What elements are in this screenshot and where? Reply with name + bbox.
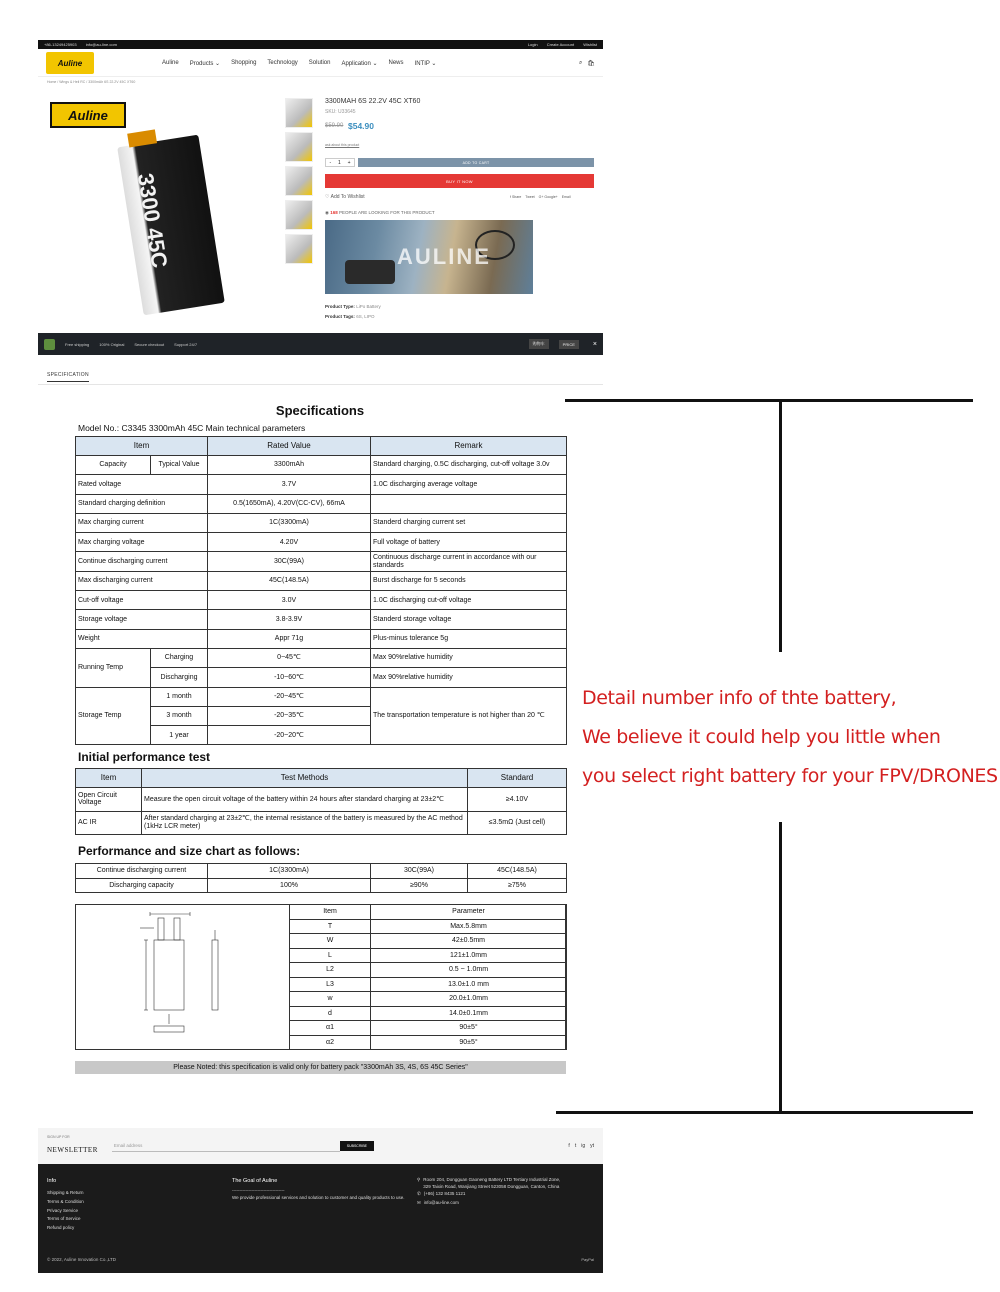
cell: The transportation temperature is not higher than 20 ℃: [371, 687, 567, 745]
footer-address-text: Room 204, Dongguan Gaoneng Battery LTD Tertiary Industrial Zone, 329 Taixin Road, Wanjiang Street 523058 Dongguan, Canton, China: [423, 1177, 561, 1190]
cell: Parameter: [371, 905, 567, 920]
wishlist-link[interactable]: Wishlist: [583, 42, 597, 47]
thumbnail[interactable]: [285, 132, 313, 162]
cell: Standerd charging current set: [371, 513, 567, 532]
table-row: [290, 1006, 567, 1021]
old-price: $59.90: [325, 123, 344, 129]
performance-table: [75, 863, 567, 893]
table-row: [76, 591, 567, 610]
nav-technology[interactable]: Technology: [267, 59, 298, 66]
table-row: [76, 687, 567, 706]
share-facebook[interactable]: f Share: [510, 195, 522, 199]
spec-title: Specifications: [275, 403, 365, 418]
dimension-table: [289, 904, 567, 1050]
cell: 30C(99A): [208, 552, 371, 571]
cell: 3.8-3.9V: [208, 610, 371, 629]
tab-specification[interactable]: SPECIFICATION: [47, 372, 89, 382]
product-sku: SKU: U33645: [325, 109, 356, 115]
rc-car-shape: [345, 260, 395, 284]
instagram-icon[interactable]: ig: [581, 1143, 586, 1149]
product-type: [325, 304, 381, 309]
cell: 0~45℃: [208, 648, 371, 667]
table-row: [76, 648, 567, 667]
bracket-upper-line: [779, 400, 782, 652]
cell: Appr 71g: [208, 629, 371, 648]
cell: 1.0C discharging cut-off voltage: [371, 591, 567, 610]
social-links: [568, 1143, 594, 1149]
login-link[interactable]: Login: [527, 42, 538, 47]
cell: α2: [290, 1035, 371, 1050]
table-row: [76, 475, 567, 494]
visitor-text: PEOPLE ARE LOOKING FOR THIS PRODUCT: [338, 210, 435, 215]
account-links: [520, 42, 597, 47]
header-item: Item: [76, 769, 142, 788]
cell: Standard charging, 0.5C discharging, cut-off voltage 3.0v: [371, 456, 567, 475]
cell: 1 year: [151, 726, 208, 745]
table-row: [290, 948, 567, 963]
type-label: Product Type:: [325, 304, 355, 309]
bar-item-support: Support 24/7: [174, 341, 198, 347]
share-links: [510, 195, 570, 199]
cell: Running Temp: [76, 648, 151, 687]
cell: Continue discharging current: [76, 864, 208, 879]
cell: Max charging voltage: [76, 533, 208, 552]
cell: ≥75%: [468, 878, 567, 893]
share-google[interactable]: G+ Google+: [538, 195, 558, 199]
cell: After standard charging at 23±2℃, the internal resistance of the battery is measured by the AC method (1kHz LCR meter): [142, 811, 468, 835]
cell: L: [290, 948, 371, 963]
phone-icon: ✆: [417, 1191, 421, 1197]
type-value[interactable]: LiPo Battery: [356, 304, 381, 309]
facebook-icon[interactable]: f: [568, 1143, 570, 1149]
wishlist-label: Add To Wishlist: [330, 194, 365, 200]
table-row: [76, 571, 567, 590]
cell: Continuous discharge current in accordance with our standards: [371, 552, 567, 571]
cell: 45C(148.5A): [208, 571, 371, 590]
cell: W: [290, 934, 371, 949]
nav-products[interactable]: Products ⌄: [189, 60, 221, 67]
footer-goal-text: We provide professional services and solution to customer and quality products to use.: [232, 1194, 405, 1200]
share-twitter[interactable]: Tweet: [525, 195, 535, 199]
thumbnail-list: [285, 98, 315, 268]
bar-item-shipping: Free shipping: [65, 341, 90, 347]
shopify-icon[interactable]: [44, 339, 55, 350]
cell: Storage voltage: [76, 610, 208, 629]
header-item: Item: [76, 437, 208, 456]
cell: 90±5°: [371, 1035, 567, 1050]
cell: -20~35℃: [208, 706, 371, 725]
nav-auline[interactable]: Auline: [162, 59, 179, 66]
cell: 1C(3300mA): [208, 864, 371, 879]
quantity-stepper: [325, 158, 355, 167]
annotation-line-2: We believe it could help you little when: [582, 726, 941, 748]
table-row: [290, 934, 567, 949]
table-row: [290, 919, 567, 934]
footer-goal-title: The Goal of Auline: [232, 1178, 278, 1184]
cell: d: [290, 1006, 371, 1021]
table-row: [76, 610, 567, 629]
top-bar: [38, 40, 603, 49]
newsletter-kicker: SIGN UP FOR: [47, 1135, 70, 1139]
ask-about-product-link[interactable]: ask about this product: [325, 143, 360, 147]
nav-application[interactable]: Application ⌄: [341, 60, 378, 67]
footer-link-terms-service[interactable]: Terms of Service: [47, 1216, 81, 1222]
cell: -10~60℃: [208, 668, 371, 687]
sale-price: $54.90: [348, 121, 374, 131]
cell: Open Circuit Voltage: [76, 788, 142, 812]
cell: 1C(3300mA): [208, 513, 371, 532]
cell: Max 90%relative humidity: [371, 668, 567, 687]
footer-email: [417, 1199, 567, 1208]
performance-title: Performance and size chart as follows:: [78, 844, 301, 858]
qty-plus-button[interactable]: +: [347, 159, 351, 166]
cell: 30C(99A): [371, 864, 468, 879]
breadcrumb: Home / Wings & Heli RC / 3300mAh 6S 22.2V 45C XT60: [47, 80, 136, 84]
tab-divider: [38, 384, 603, 385]
annotation-line-1: Detail number info of thte battery,: [582, 687, 897, 709]
cell: Measure the open circuit voltage of the battery within 24 hours after standard charging at 23±2℃: [142, 788, 468, 812]
table-row: [76, 552, 567, 571]
footer-goal-separator: -----------------------------------: [232, 1188, 285, 1194]
cell: Standard charging definition: [76, 494, 208, 513]
newsletter-bar: [38, 1128, 603, 1164]
cell: L2: [290, 963, 371, 978]
cell: 3300mAh: [208, 456, 371, 475]
xt60-connector: [127, 129, 157, 147]
cell: Max.5.8mm: [371, 919, 567, 934]
cell: Burst discharge for 5 seconds: [371, 571, 567, 590]
cell: 121±1.0mm: [371, 948, 567, 963]
cell: 1 month: [151, 687, 208, 706]
cell: Max 90%relative humidity: [371, 648, 567, 667]
footer-link-refund[interactable]: Refund policy: [47, 1224, 75, 1230]
create-account-link[interactable]: Create Account: [546, 42, 575, 47]
annotation-line-3: you select right battery for your FPV/DRONES: [582, 765, 998, 787]
site-footer: [38, 1164, 603, 1273]
table-row: [290, 1021, 567, 1036]
cell: ≥90%: [371, 878, 468, 893]
email-text[interactable]: info@au-line.com: [85, 42, 117, 47]
table-row: [76, 878, 567, 893]
cell: Continue discharging current: [76, 552, 208, 571]
table-row: [76, 629, 567, 648]
cell: 45C(148.5A): [468, 864, 567, 879]
initial-test-table: [75, 768, 567, 835]
bar-price-button[interactable]: PRICE: [559, 340, 579, 349]
footer-link-terms-condition[interactable]: Terms & Condition: [47, 1198, 84, 1204]
qty-minus-button[interactable]: -: [329, 159, 332, 166]
bar-item-secure: Secure checkout: [134, 341, 165, 347]
thumbnail[interactable]: [285, 98, 313, 128]
cell: Weight: [76, 629, 208, 648]
cell: AC IR: [76, 811, 142, 835]
footer-link-privacy[interactable]: Privacy Service: [47, 1207, 79, 1213]
collage-watermark: AULINE: [397, 244, 491, 269]
table-row: [76, 513, 567, 532]
header-remark: Remark: [371, 437, 567, 456]
newsletter-title: NEWSLETTER: [47, 1146, 98, 1154]
cell: Capacity: [76, 456, 151, 475]
footer-goal-column: [232, 1176, 407, 1201]
cell: 100%: [208, 878, 371, 893]
battery-dimension-drawing: [140, 910, 240, 1042]
visitor-number: 168: [330, 210, 338, 215]
table-row: [290, 1035, 567, 1050]
cell: 4.20V: [208, 533, 371, 552]
cart-icon[interactable]: 🛍: [587, 60, 595, 67]
nav-intip[interactable]: INTIP ⌄: [414, 60, 437, 67]
initial-test-title: Initial performance test: [78, 750, 211, 764]
cell: 13.0±1.0 mm: [371, 977, 567, 992]
cell: Charging: [151, 648, 208, 667]
header-icons: [579, 60, 595, 67]
model-line: Model No.: C3345 3300mAh 45C Main technical parameters: [78, 423, 306, 433]
close-icon[interactable]: ×: [592, 340, 597, 348]
site-header: [38, 50, 603, 77]
cell: 42±0.5mm: [371, 934, 567, 949]
cell: 20.0±1.0mm: [371, 992, 567, 1007]
twitter-icon[interactable]: t: [574, 1143, 577, 1149]
cell: ≤3.5mΩ (Just cell): [468, 811, 567, 835]
cell: 1.0C discharging average voltage: [371, 475, 567, 494]
add-to-cart-button[interactable]: ADD TO CART: [358, 158, 594, 167]
share-email[interactable]: Email: [561, 195, 571, 199]
cell: [371, 494, 567, 513]
eye-icon: ◉: [325, 210, 331, 215]
payment-icon: PayPal: [581, 1257, 594, 1262]
newsletter-email-input[interactable]: Email address: [112, 1141, 340, 1152]
header-methods: Test Methods: [142, 769, 468, 788]
table-row: [290, 963, 567, 978]
cell: 0.5(1650mA), 4.20V(CC-CV), 66mA: [208, 494, 371, 513]
cell: -20~45℃: [208, 687, 371, 706]
cell: Item: [290, 905, 371, 920]
table-row: [76, 864, 567, 879]
contact-info: [44, 42, 125, 47]
bar-item-original: 100% Original: [99, 341, 125, 347]
cell: Cut-off voltage: [76, 591, 208, 610]
table-row: [290, 977, 567, 992]
sticky-bottom-bar: [38, 333, 603, 355]
cell: Max discharging current: [76, 571, 208, 590]
newsletter-heading: [47, 1135, 98, 1157]
footer-phone-text[interactable]: (+86) 132 8435 1121: [423, 1191, 466, 1197]
copyright: © 2022, Auline Innovation Co.,LTD: [47, 1257, 117, 1262]
table-row: [76, 494, 567, 513]
cell: 0.5 ~ 1.0mm: [371, 963, 567, 978]
table-row: [290, 992, 567, 1007]
table-row: [76, 811, 567, 835]
site-logo[interactable]: Auline: [46, 52, 94, 74]
location-icon: ⚲: [417, 1177, 421, 1182]
cell: α1: [290, 1021, 371, 1036]
cell: 90±5°: [371, 1021, 567, 1036]
cell: Standerd storage voltage: [371, 610, 567, 629]
battery-label: 3300 45C: [132, 171, 173, 270]
cell: ≥4.10V: [468, 788, 567, 812]
cell: 14.0±0.1mm: [371, 1006, 567, 1021]
tags-value[interactable]: 6S, LIPO: [356, 314, 375, 319]
brand-logo: Auline: [50, 102, 126, 128]
product-tags: [325, 314, 374, 319]
cell: T: [290, 919, 371, 934]
main-nav: [162, 60, 436, 67]
bracket-lower-line: [779, 822, 782, 1114]
subscribe-button[interactable]: SUBSCRIBE: [340, 1141, 374, 1151]
footer-phone: [417, 1190, 567, 1199]
cell: 3 month: [151, 706, 208, 725]
cell: L3: [290, 977, 371, 992]
cell: w: [290, 992, 371, 1007]
footer-contact-column: [417, 1176, 567, 1207]
footer-info-title: Info: [47, 1178, 57, 1184]
cell: Storage Temp: [76, 687, 151, 745]
cell: Discharging: [151, 668, 208, 687]
cell: 3.0V: [208, 591, 371, 610]
product-title: 3300MAH 6S 22.2V 45C XT60: [325, 98, 421, 105]
nav-shopping[interactable]: Shopping: [231, 59, 257, 66]
footer-info-column: [47, 1176, 84, 1232]
footer-email-text[interactable]: info@au-line.com: [423, 1199, 459, 1205]
nav-news[interactable]: News: [388, 59, 404, 66]
heart-icon: ♡: [325, 194, 331, 200]
cell: Typical Value: [151, 456, 208, 475]
thumbnail[interactable]: [285, 234, 313, 264]
search-icon[interactable]: ⌕: [579, 59, 583, 66]
nav-solution[interactable]: Solution: [308, 59, 331, 66]
cell: Rated voltage: [76, 475, 208, 494]
bar-cart-button[interactable]: 购物车: [529, 339, 549, 349]
mail-icon: ✉: [417, 1199, 421, 1205]
main-parameters-table: [75, 436, 567, 745]
qty-value[interactable]: 1: [337, 159, 341, 166]
cell: Max charging current: [76, 513, 208, 532]
youtube-icon[interactable]: yt: [590, 1143, 594, 1149]
table-row: [76, 788, 567, 812]
visitor-count: [325, 210, 435, 216]
cell: Discharging capacity: [76, 878, 208, 893]
table-row: [76, 533, 567, 552]
cell: 3.7V: [208, 475, 371, 494]
phone-text[interactable]: +86-13249425903: [44, 42, 77, 47]
header-rated: Rated Value: [208, 437, 371, 456]
table-row: [76, 456, 567, 475]
bracket-top-line: [565, 399, 973, 402]
wishlist-button[interactable]: [325, 194, 365, 200]
spec-note: Please Noted: this specification is valid only for battery pack "3300mAh 3S, 4S, 6S 45C Series": [75, 1061, 566, 1074]
footer-address: [417, 1176, 567, 1190]
buy-now-button[interactable]: BUY IT NOW: [325, 174, 594, 188]
tags-label: Product Tags:: [325, 314, 355, 319]
thumbnail[interactable]: [285, 166, 313, 196]
table-row: [290, 905, 567, 920]
cell: Full voltage of battery: [371, 533, 567, 552]
cell: -20~20℃: [208, 726, 371, 745]
thumbnail[interactable]: [285, 200, 313, 230]
header-standard: Standard: [468, 769, 567, 788]
footer-link-shipping[interactable]: Shipping & Return: [47, 1190, 84, 1196]
application-collage-image: [325, 220, 533, 294]
bracket-bottom-line: [556, 1111, 973, 1114]
cell: Plus-minus tolerance 5g: [371, 629, 567, 648]
